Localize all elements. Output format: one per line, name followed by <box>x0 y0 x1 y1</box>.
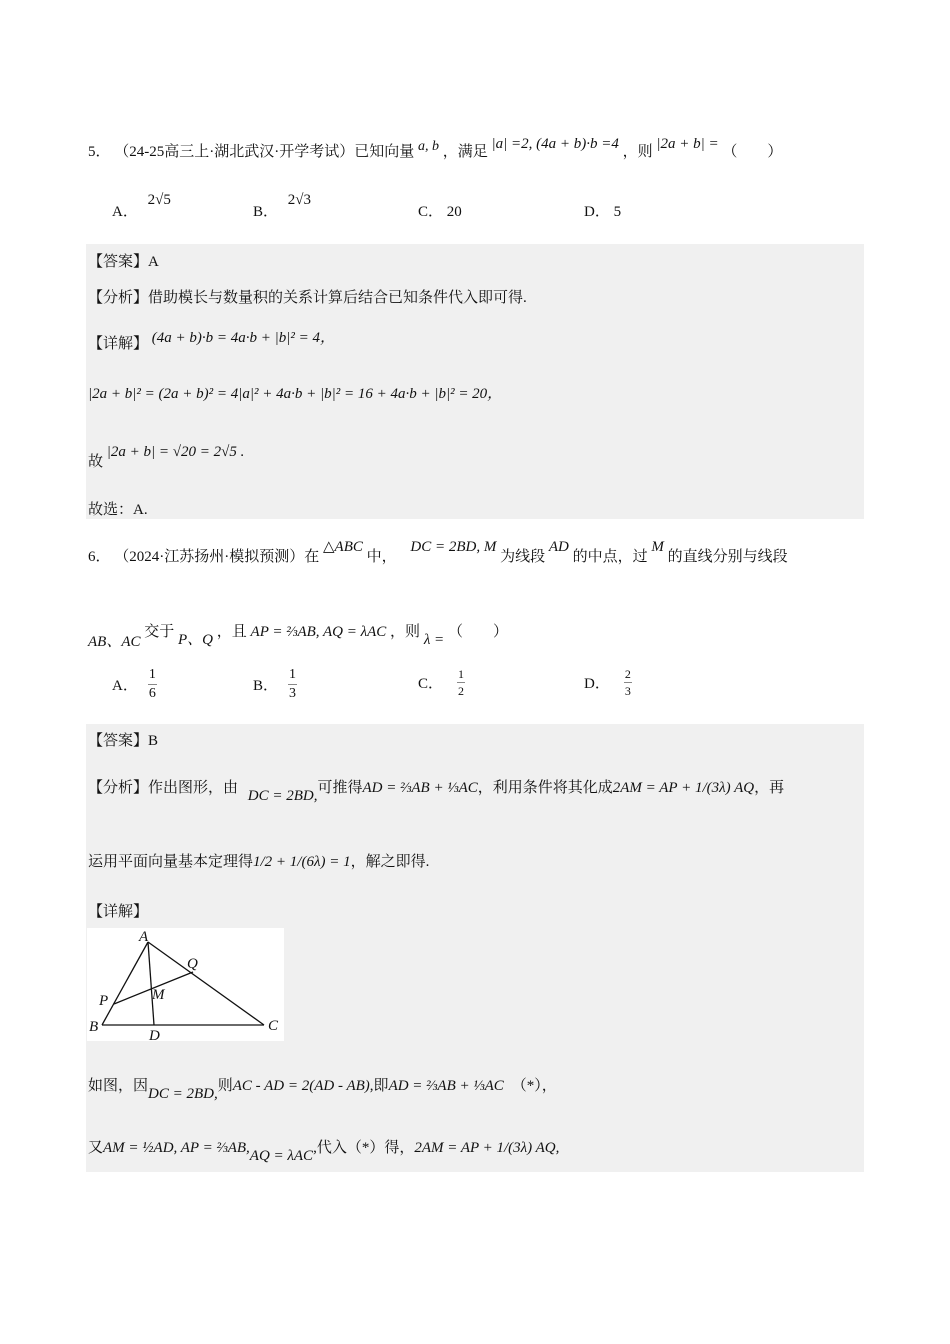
q5-option-c[interactable] <box>418 200 462 221</box>
math-segments: AB、AC <box>88 634 141 650</box>
q6-option-c[interactable] <box>418 668 467 697</box>
analysis-tag: 【分析】 <box>88 780 149 796</box>
text: （*）， <box>511 1078 557 1094</box>
math-expression: AD = ⅔AB + ⅓AC <box>362 780 478 796</box>
analysis-text: 借助模长与数量积的关系计算后结合已知条件代入即可得. <box>148 290 527 306</box>
option-label: A． <box>112 204 138 220</box>
q5-conclusion: 故选：A. <box>88 502 148 518</box>
question-number: 5． <box>88 144 111 160</box>
answer-value: B <box>148 733 159 749</box>
label-a: A <box>139 929 149 945</box>
q6-answer <box>88 729 158 750</box>
math-points: P、Q <box>178 632 214 648</box>
numerator: 2 <box>624 667 631 681</box>
text: 为线段 <box>500 549 546 565</box>
text: ,代入（*）得， <box>313 1140 415 1156</box>
q6-option-a[interactable] <box>112 668 159 701</box>
label-d: D <box>149 1028 160 1041</box>
math-expression: AM = ½AD, AP = ⅔AB, <box>103 1140 250 1156</box>
q6-analysis-line1 <box>88 776 785 804</box>
detail-tag: 【详解】 <box>88 336 149 352</box>
text: ，则 <box>390 624 421 640</box>
option-label: B． <box>253 204 279 220</box>
option-label: D． <box>584 676 610 692</box>
vector-vars: a, b <box>418 139 440 154</box>
math-expression: (4a + b)·b = 4a·b + |b|² = 4， <box>151 330 335 346</box>
text: 运用平面向量基本定理得 <box>88 854 254 870</box>
text: 的直线分别与线段 <box>667 549 788 565</box>
question-source: （24-25高三上·湖北武汉·开学考试）已知向量 <box>114 144 415 160</box>
option-label: D． <box>584 204 610 220</box>
math-condition: DC = 2BD, M <box>410 539 497 555</box>
text: 作出图形，由 <box>148 780 239 796</box>
q6-stem-line1 <box>88 539 788 566</box>
label-q: Q <box>187 956 198 972</box>
q6-stem-line2 <box>88 620 508 650</box>
math-triangle: △ABC <box>323 539 363 555</box>
denominator: 6 <box>148 686 156 701</box>
q5-detail-line2: |2a + b|² = (2a + b)² = 4|a|² + 4a·b + |b|² = 16 + 4a·b + |b|² = 20， <box>88 386 503 402</box>
answer-tag: 【答案】 <box>88 733 149 749</box>
denominator: 3 <box>289 686 297 701</box>
answer-value: A <box>148 254 159 270</box>
math-expression: AD = ⅔AB + ⅓AC <box>388 1078 504 1094</box>
label-p: P <box>99 993 109 1009</box>
math-point: M <box>651 539 664 555</box>
q6-analysis-line2 <box>88 850 429 871</box>
q6-option-b[interactable] <box>253 668 299 701</box>
math-expression: 1/2 + 1/(6λ) = 1 <box>253 854 351 870</box>
text: ，且 <box>216 624 247 640</box>
text: ，满足 <box>442 144 488 160</box>
math-expression: DC = 2BD, <box>247 788 318 804</box>
math-expression: DC = 2BD, <box>148 1086 218 1102</box>
numerator: 1 <box>148 667 156 682</box>
label-b: B <box>89 1019 99 1035</box>
math-expression: 2AM = AP + 1/(3λ) AQ, <box>414 1140 560 1156</box>
math-expression: AQ = λAC <box>249 1148 314 1164</box>
text: 中， <box>366 549 397 565</box>
option-value: 2√5 <box>147 192 171 208</box>
q5-option-a[interactable] <box>112 192 171 221</box>
answer-tag: 【答案】 <box>88 254 149 270</box>
math-condition: AP = ⅔AB, AQ = λAC <box>250 624 387 640</box>
question-number: 6． <box>88 549 111 565</box>
math-expression: AC - AD = 2(AD - AB) <box>232 1078 370 1094</box>
q5-answer <box>88 250 159 271</box>
math-lambda: λ = <box>423 632 445 648</box>
numerator: 1 <box>289 667 297 682</box>
triangle-diagram <box>87 928 284 1041</box>
q6-detail-line1 <box>88 1074 557 1102</box>
option-label: C． <box>418 676 444 692</box>
q5-analysis <box>88 286 527 307</box>
text: 则 <box>217 1078 233 1094</box>
text: ，解之即得. <box>350 854 430 870</box>
q6-detail-line2 <box>88 1136 560 1164</box>
math-expression: 2AM = AP + 1/(3λ) AQ <box>612 780 755 796</box>
q5-stem <box>88 136 783 161</box>
text: ,即 <box>369 1078 389 1094</box>
denominator: 3 <box>624 684 631 698</box>
question-source: （2024·江苏扬州·模拟预测）在 <box>114 549 320 565</box>
text: 故 <box>88 454 104 470</box>
answer-blank: （ ） <box>447 624 508 640</box>
option-value: 5 <box>613 204 622 220</box>
triangle-figure-icon <box>87 928 284 1041</box>
q6-detail-tag: 【详解】 <box>88 904 149 920</box>
text: 又 <box>88 1140 104 1156</box>
analysis-tag: 【分析】 <box>88 290 149 306</box>
text: ，再 <box>754 780 785 796</box>
q6-option-d[interactable] <box>584 668 634 697</box>
q5-option-b[interactable] <box>253 192 311 221</box>
option-label: A． <box>112 678 138 694</box>
option-value: 2√3 <box>287 192 311 208</box>
q5-option-d[interactable] <box>584 200 621 221</box>
answer-blank: （ ） <box>722 144 783 160</box>
label-c: C <box>268 1018 279 1034</box>
math-segment: AD <box>548 539 569 555</box>
option-label: B． <box>253 678 279 694</box>
option-label: C． <box>418 204 444 220</box>
ask-math: |2a + b| = <box>656 136 719 152</box>
q5-detail-line3 <box>88 440 245 470</box>
text: 可推得 <box>317 780 363 796</box>
condition-math: |a| =2, (4a + b)·b =4 <box>491 136 619 152</box>
label-m: M <box>152 987 165 1003</box>
text: 的中点，过 <box>572 549 648 565</box>
denominator: 2 <box>458 684 465 698</box>
q5-detail-line1 <box>88 326 335 352</box>
option-value: 20 <box>446 204 462 220</box>
text: 交于 <box>144 624 175 640</box>
text: ，则 <box>622 144 653 160</box>
math-expression: |2a + b| = √20 = 2√5 . <box>106 444 245 460</box>
text: 如图，因 <box>88 1078 149 1094</box>
text: ，利用条件将其化成 <box>477 780 613 796</box>
numerator: 1 <box>458 667 465 681</box>
